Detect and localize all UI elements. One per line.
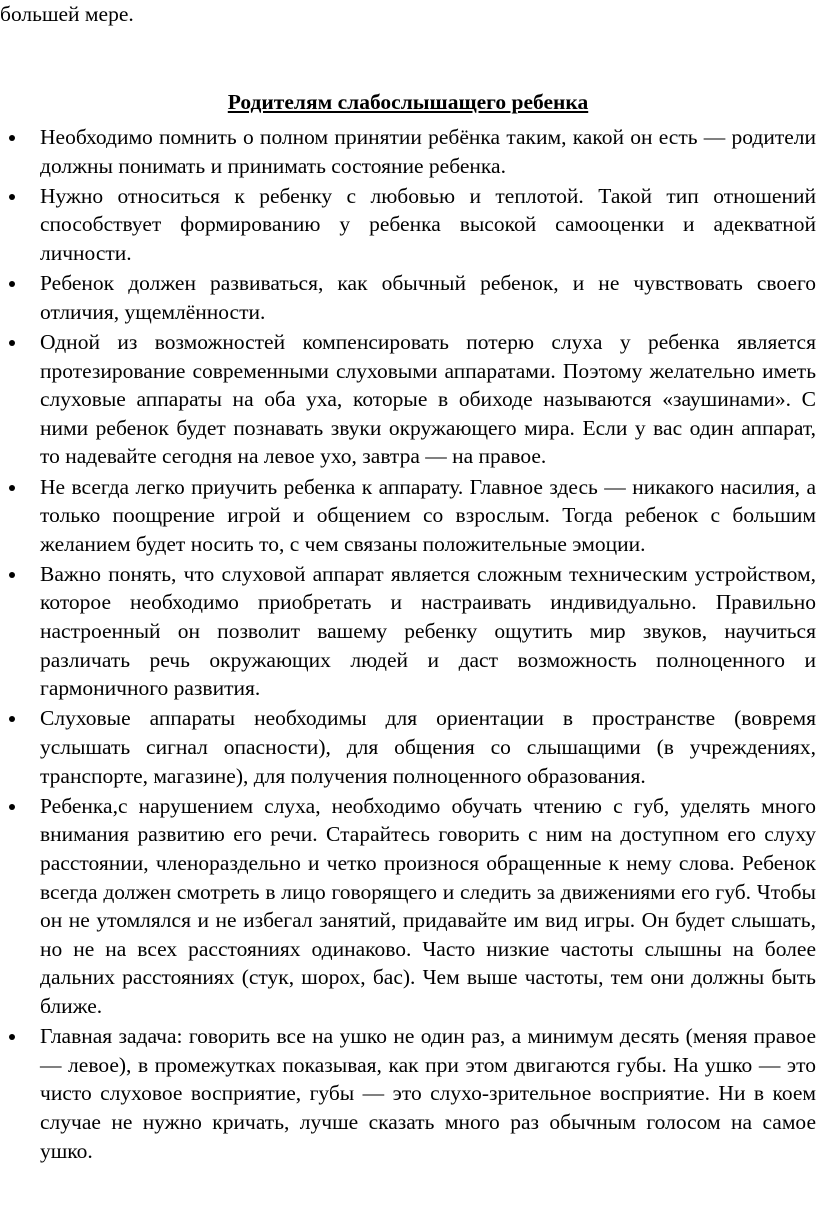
list-item-text: Необходимо помнить о полном принятии ребёнка таким, какой он есть — родители должны понимать и принимать состояние ребенка. xyxy=(40,125,816,178)
list-item-text: Нужно относиться к ребенку с любовью и теплотой. Такой тип отношений способствует формированию у ребенка высокой самооценки и адекватной личности. xyxy=(40,183,816,265)
bullet-icon xyxy=(9,281,15,287)
list-item xyxy=(0,269,816,326)
bullet-list xyxy=(0,123,816,1167)
list-item xyxy=(0,328,816,471)
list-item-text: Важно понять, что слуховой аппарат является сложным техническим устройством, которое необходимо приобретать и настраивать индивидуально. Правильно настроенный он позволит вашему ребенку ощутить мир звуков, научиться различать речь окружающих людей и даст возможность полноценного и гармоничного развития. xyxy=(40,561,816,701)
list-item xyxy=(0,704,816,790)
list-item xyxy=(0,123,816,180)
list-item xyxy=(0,182,816,268)
page-title: Родителям слабослышащего ребенка xyxy=(227,90,589,114)
list-item xyxy=(0,473,816,559)
list-item-text: Одной из возможностей компенсировать потерю слуха у ребенка является протезирование современными слуховыми аппаратами. Поэтому желательно иметь слуховые аппараты на оба уха, которые в обиходе называются «заушинами». С ними ребенок будет познавать звуки окружающего мира. Если у вас один аппарат, то надевайте сегодня на левое ухо, завтра — на правое. xyxy=(40,329,816,469)
list-item-text: Слуховые аппараты необходимы для ориентации в пространстве (вовремя услышать сигнал опасности), для общения со слышащими (в учреждениях, транспорте, магазине), для получения полноценного образования. xyxy=(40,706,816,788)
bullet-icon xyxy=(9,135,15,141)
lead-text: большей мере. xyxy=(0,2,134,26)
list-item-text: Главная задача: говорить все на ушко не один раз, а минимум десять (меняя правое — левое), в промежутках показывая, как при этом двигаются губы. На ушко — это чисто слуховое восприятие, губы — это слухо-зрительное восприятие. Ни в коем случае не нужно кричать, лучше сказать много раз обычным голосом на самое ушко. xyxy=(40,1024,816,1163)
list-item xyxy=(0,1022,816,1165)
bullet-icon xyxy=(9,716,15,722)
list-item-text: Ребенок должен развиваться, как обычный ребенок, и не чувствовать своего отличия, ущемлённости. xyxy=(40,271,816,324)
bullet-icon xyxy=(9,485,15,491)
list-item xyxy=(0,792,816,1021)
list-item-text: Не всегда легко приучить ребенка к аппарату. Главное здесь — никакого насилия, а только поощрение игрой и общением со взрослым. Тогда ребенок с большим желанием будет носить то, с чем связаны положительные эмоции. xyxy=(40,474,816,556)
bullet-icon xyxy=(9,1034,15,1040)
list-item-text: Ребенка,с нарушением слуха, необходимо обучать чтению с губ, уделять много внимания развитию его речи. Старайтесь говорить с ним на доступном его слуху расстоянии, членораздельно и четко произнося обращенные к нему слова. Ребенок всегда должен смотреть в лицо говорящего и следить за движениями его губ. Чтобы он не утомлялся и не избегал занятий, придавайте им вид игры. Он будет слышать, но не на всех расстояниях одинаково. Часто низкие частоты слышны на более дальних расстояниях (стук, шорох, бас). Чем выше частоты, тем они должны быть ближе. xyxy=(40,793,816,1018)
bullet-icon xyxy=(9,572,15,578)
bullet-icon xyxy=(9,804,15,810)
list-item xyxy=(0,560,816,703)
bullet-icon xyxy=(9,194,15,200)
bullet-icon xyxy=(9,340,15,346)
